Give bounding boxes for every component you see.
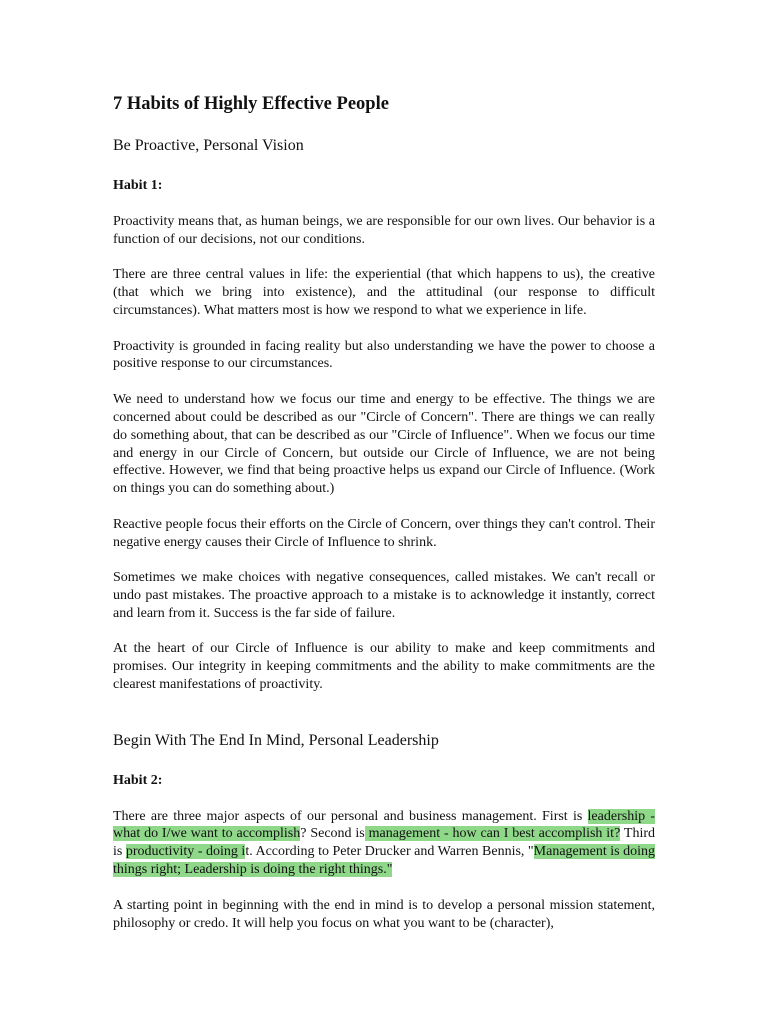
text-run: ? Second is — [300, 826, 365, 842]
document-title: 7 Habits of Highly Effective People — [113, 94, 389, 114]
document-page — [113, 92, 655, 950]
text-run: Third is — [113, 826, 656, 860]
paragraph: Reactive people focus their efforts on the Circle of Concern, over things they can't control. Their negative energy causes their Circle of Influence to shrink. — [113, 516, 655, 550]
highlighted-text: leadership - what do I/we want to accomplish — [113, 808, 655, 842]
paragraph: There are three central values in life: the experiential (that which happens to us), the creative (that which we bring into existence), and the attitudinal (our response to difficult circumstances). What matters most is how we respond to what we experience in life. — [113, 267, 655, 319]
paragraph: Proactivity means that, as human beings, we are responsible for our own lives. Our behavior is a function of our decisions, not our conditions. — [113, 214, 655, 247]
paragraph-management-aspects — [113, 808, 655, 880]
habit-1-label: Habit 1: — [113, 178, 163, 193]
paragraph: We need to understand how we focus our time and energy to be effective. The things we are concerned about could be described as our "Circle of Concern". There are things we can really do something about, that can be described as our "Circle of Influence". When we focus our time and energy in our Circle of Concern, but outside our Circle of Influence, we are not being effective. However, we find that being proactive helps us expand our Circle of Influence. (Work on things you can do something about.) — [113, 391, 655, 497]
text-run: There are three major aspects of our personal and business management. First is — [113, 808, 588, 824]
section-spacer — [113, 712, 655, 730]
paragraph: Sometimes we make choices with negative consequences, called mistakes. We can't recall or undo past mistakes. The proactive approach to a mistake is to acknowledge it instantly, correct and learn from it. Success is the far side of failure. — [113, 570, 655, 621]
text-run: t. According to Peter Drucker and Warren Bennis, " — [245, 844, 534, 860]
section-heading-habit-2: Begin With The End In Mind, Personal Leadership — [113, 731, 439, 749]
highlighted-text: productivity - doing i — [125, 844, 246, 860]
highlighted-text: Management is doing things right; Leadership is doing the right things." — [113, 844, 656, 878]
habit-2-label: Habit 2: — [113, 772, 163, 788]
paragraph: Proactivity is grounded in facing reality but also understanding we have the power to choose a positive response to our circumstances. — [113, 338, 655, 372]
section-heading-habit-1: Be Proactive, Personal Vision — [113, 137, 304, 154]
paragraph: A starting point in beginning with the end in mind is to develop a personal mission statement, philosophy or credo. It will help you focus on what you want to be (character), — [113, 897, 655, 931]
highlighted-text: management - how can I best accomplish it? — [364, 826, 621, 842]
paragraph: At the heart of our Circle of Influence is our ability to make and keep commitments and promises. Our integrity in keeping commitments and the ability to make commitments are the clearest manifestations of proactivity. — [113, 641, 655, 693]
